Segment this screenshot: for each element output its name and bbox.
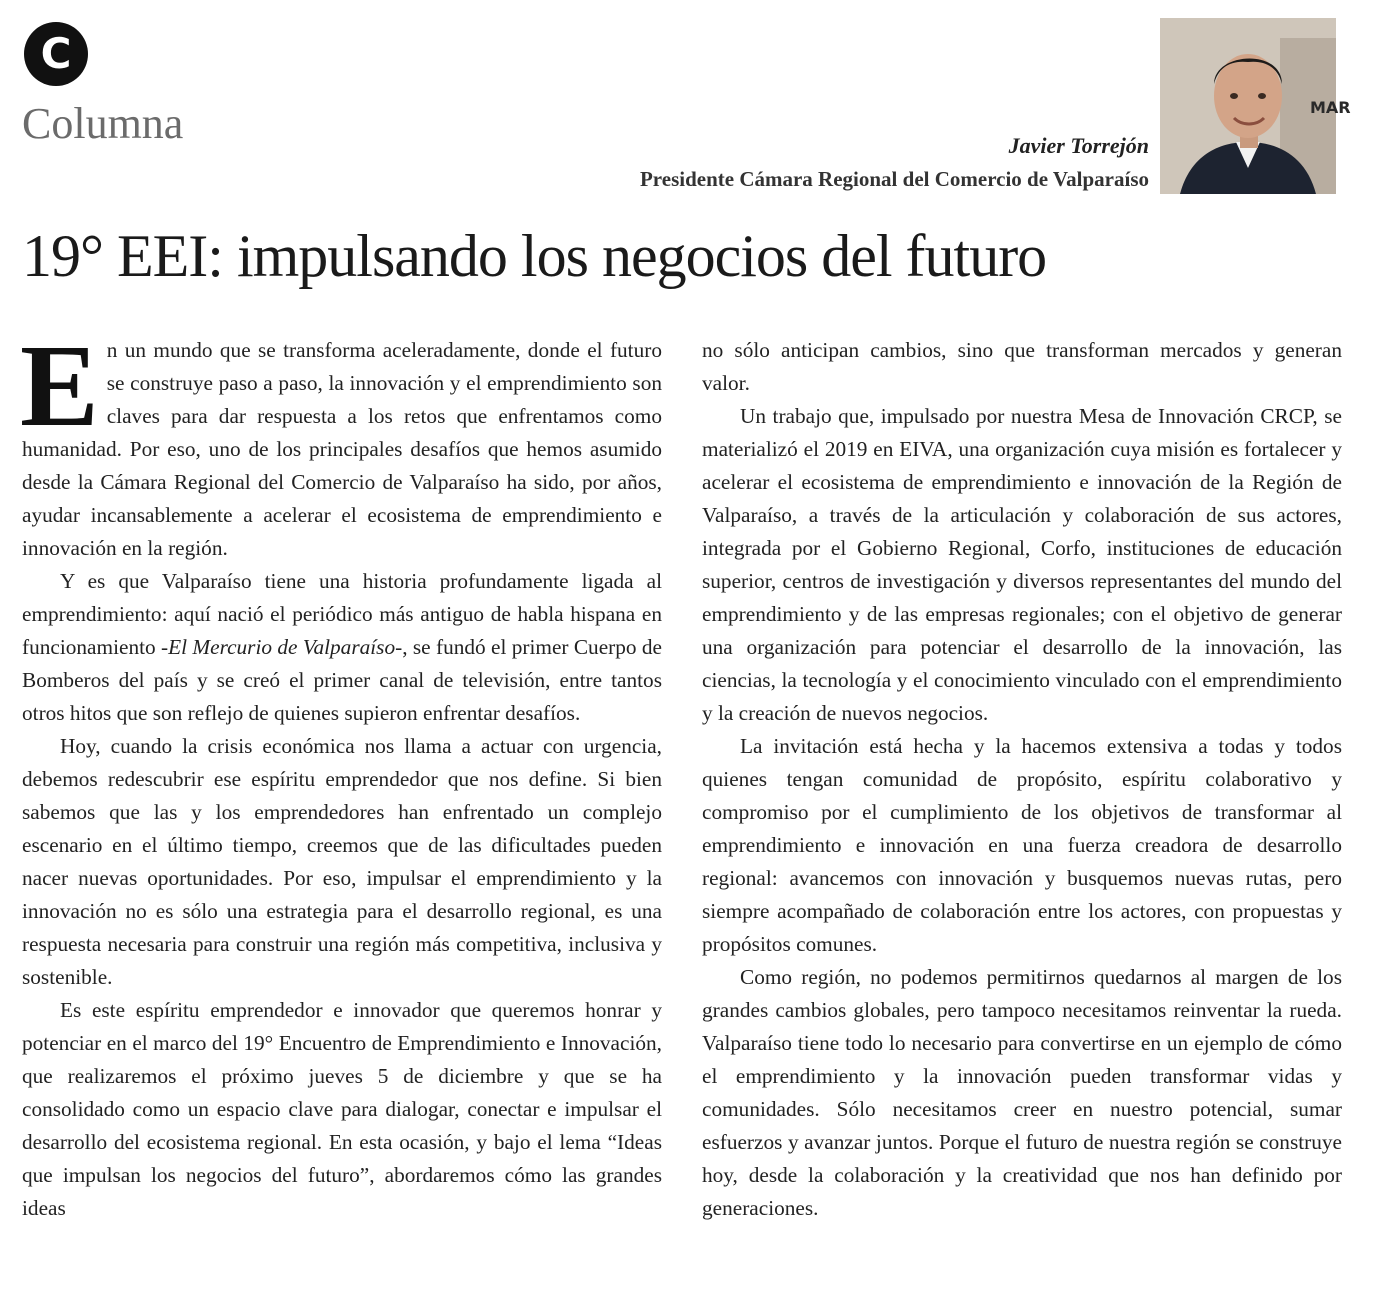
- article-paragraph: [22, 565, 662, 730]
- paragraph-text: Y es que Valparaíso tiene una historia profundamente ligada al emprendimiento: aquí nació el periódico más antiguo de habla hispana en funcionamiento: [22, 569, 662, 659]
- section-label: Columna: [22, 99, 184, 148]
- author-photo: [1160, 18, 1351, 194]
- article-paragraph: La invitación está hecha y la hacemos extensiva a todas y todos quienes tengan comunidad de propósito, espíritu colaborativo y compromiso por el cumplimiento de los objetivos de transformar al emprendimiento e innovación en una fuerza creadora de desarrollo regional: avancemos con innovación y busquemos nuevas rutas, pero siempre acompañado de colaboración entre los actores, con propuestas y propósitos comunes.: [702, 734, 1342, 956]
- drop-cap: E: [20, 320, 99, 451]
- newspaper-name: -El Mercurio de Valparaíso-: [161, 635, 403, 659]
- article-paragraph: Como región, no podemos permitirnos quedarnos al margen de los grandes cambios globales, pero tampoco necesitamos reinventar la rueda. Valparaíso tiene todo lo necesario para convertirse en un ejemplo de cómo el emprendimiento y la innovación pueden transformar vidas y comunidades. Sólo necesitamos creer en nuestro potencial, sumar esfuerzos y avanzar juntos. Porque el futuro de nuestra región se construye hoy, desde la colaboración y la creatividad que nos han definido por generaciones.: [702, 965, 1342, 1220]
- author-role: Presidente Cámara Regional del Comercio de Valparaíso: [639, 167, 1149, 191]
- article-column-left: [20, 320, 662, 1225]
- author-name: Javier Torrejón: [1008, 133, 1149, 158]
- article-paragraph: [20, 320, 662, 565]
- svg-text:MAR: MAR: [1310, 98, 1351, 117]
- article-paragraph: Es este espíritu emprendedor e innovador que queremos honrar y potenciar en el marco del 19° Encuentro de Emprendimiento e Innovación, que realizaremos el próximo jueves 5 de diciembre y que se ha consolidado como un espacio clave para dialogar, conectar e impulsar el desarrollo del ecosistema regional. En esta ocasión, y bajo el lema “Ideas que impulsan los negocios del futuro”, abordaremos cómo las grandes ideas: [22, 998, 662, 1220]
- headline: 19° EEI: impulsando los negocios del futuro: [22, 223, 1047, 289]
- article-column-right: [702, 334, 1342, 1225]
- paragraph-text: , se fundó el primer Cuerpo de Bomberos del país y se creó el primer canal de televisión, entre tantos otros hitos que son reflejo de quienes supieron enfrentar desafíos.: [22, 635, 662, 725]
- section-badge: C: [24, 22, 88, 86]
- article-paragraph: Hoy, cuando la crisis económica nos llama a actuar con urgencia, debemos redescubrir ese espíritu emprendedor que nos define. Si bien sabemos que las y los emprendedores han enfrentado un complejo escenario en el último tiempo, creemos que de las dificultades pueden nacer nuevas oportunidades. Por eso, impulsar el emprendimiento y la innovación no es sólo una estrategia para el desarrollo regional, es una respuesta necesaria para construir una región más competitiva, inclusiva y sostenible.: [22, 734, 662, 989]
- article-paragraph: Un trabajo que, impulsado por nuestra Mesa de Innovación CRCP, se materializó el 2019 en EIVA, una organización cuya misión es fortalecer y acelerar el ecosistema de emprendimiento e innovación de la Región de Valparaíso, a través de la articulación y colaboración de sus actores, integrada por el Gobierno Regional, Corfo, instituciones de educación superior, centros de investigación y diversos representantes del mundo del emprendimiento y de las empresas regionales; con el objetivo de generar una organización para potenciar el desarrollo de la innovación, las ciencias, la tecnología y el conocimiento vinculado con el emprendimiento y la creación de nuevos negocios.: [702, 404, 1342, 725]
- article-paragraph: no sólo anticipan cambios, sino que transforman mercados y generan valor.: [702, 338, 1342, 395]
- paragraph-text: n un mundo que se transforma aceleradamente, donde el futuro se construye paso a paso, la innovación y el emprendimiento son claves para dar respuesta a los retos que enfrentamos como humanidad. Por eso, uno de los principales desafíos que hemos asumido desde la Cámara Regional del Comercio de Valparaíso ha sido, por años, ayudar incansablemente a acelerar el ecosistema de emprendimiento e innovación en la región.: [22, 338, 662, 560]
- author-portrait-icon: [1160, 18, 1351, 194]
